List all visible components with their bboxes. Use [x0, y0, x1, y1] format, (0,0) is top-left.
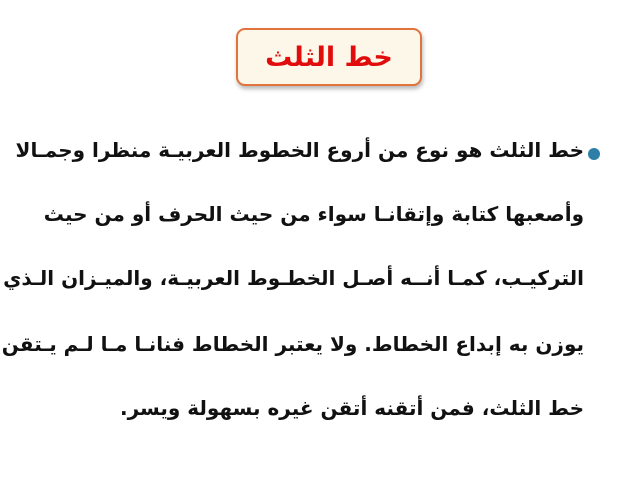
bullet-icon — [588, 148, 600, 160]
title-box — [236, 28, 422, 86]
slide-title: خط الثلث — [265, 41, 393, 73]
paragraph-line-3: التركيـب، كمـا أنــه أصـل الخطـوط العربيـة، والميـزان الـذي — [3, 266, 584, 290]
paragraph-line-2: وأصعبها كتابة وإتقانـا سواء من حيث الحرف أو من حيث — [43, 202, 584, 226]
paragraph-line-4: يوزن به إبداع الخطاط. ولا يعتبر الخطاط فنانـا مـا لـم يـتقن — [1, 332, 584, 356]
paragraph-line-5: خط الثلث، فمن أتقنه أتقن غيره بسهولة ويسر. — [120, 396, 584, 420]
paragraph-line-1: خط الثلث هو نوع من أروع الخطوط العربيـة منظرا وجمـالا — [15, 138, 584, 162]
